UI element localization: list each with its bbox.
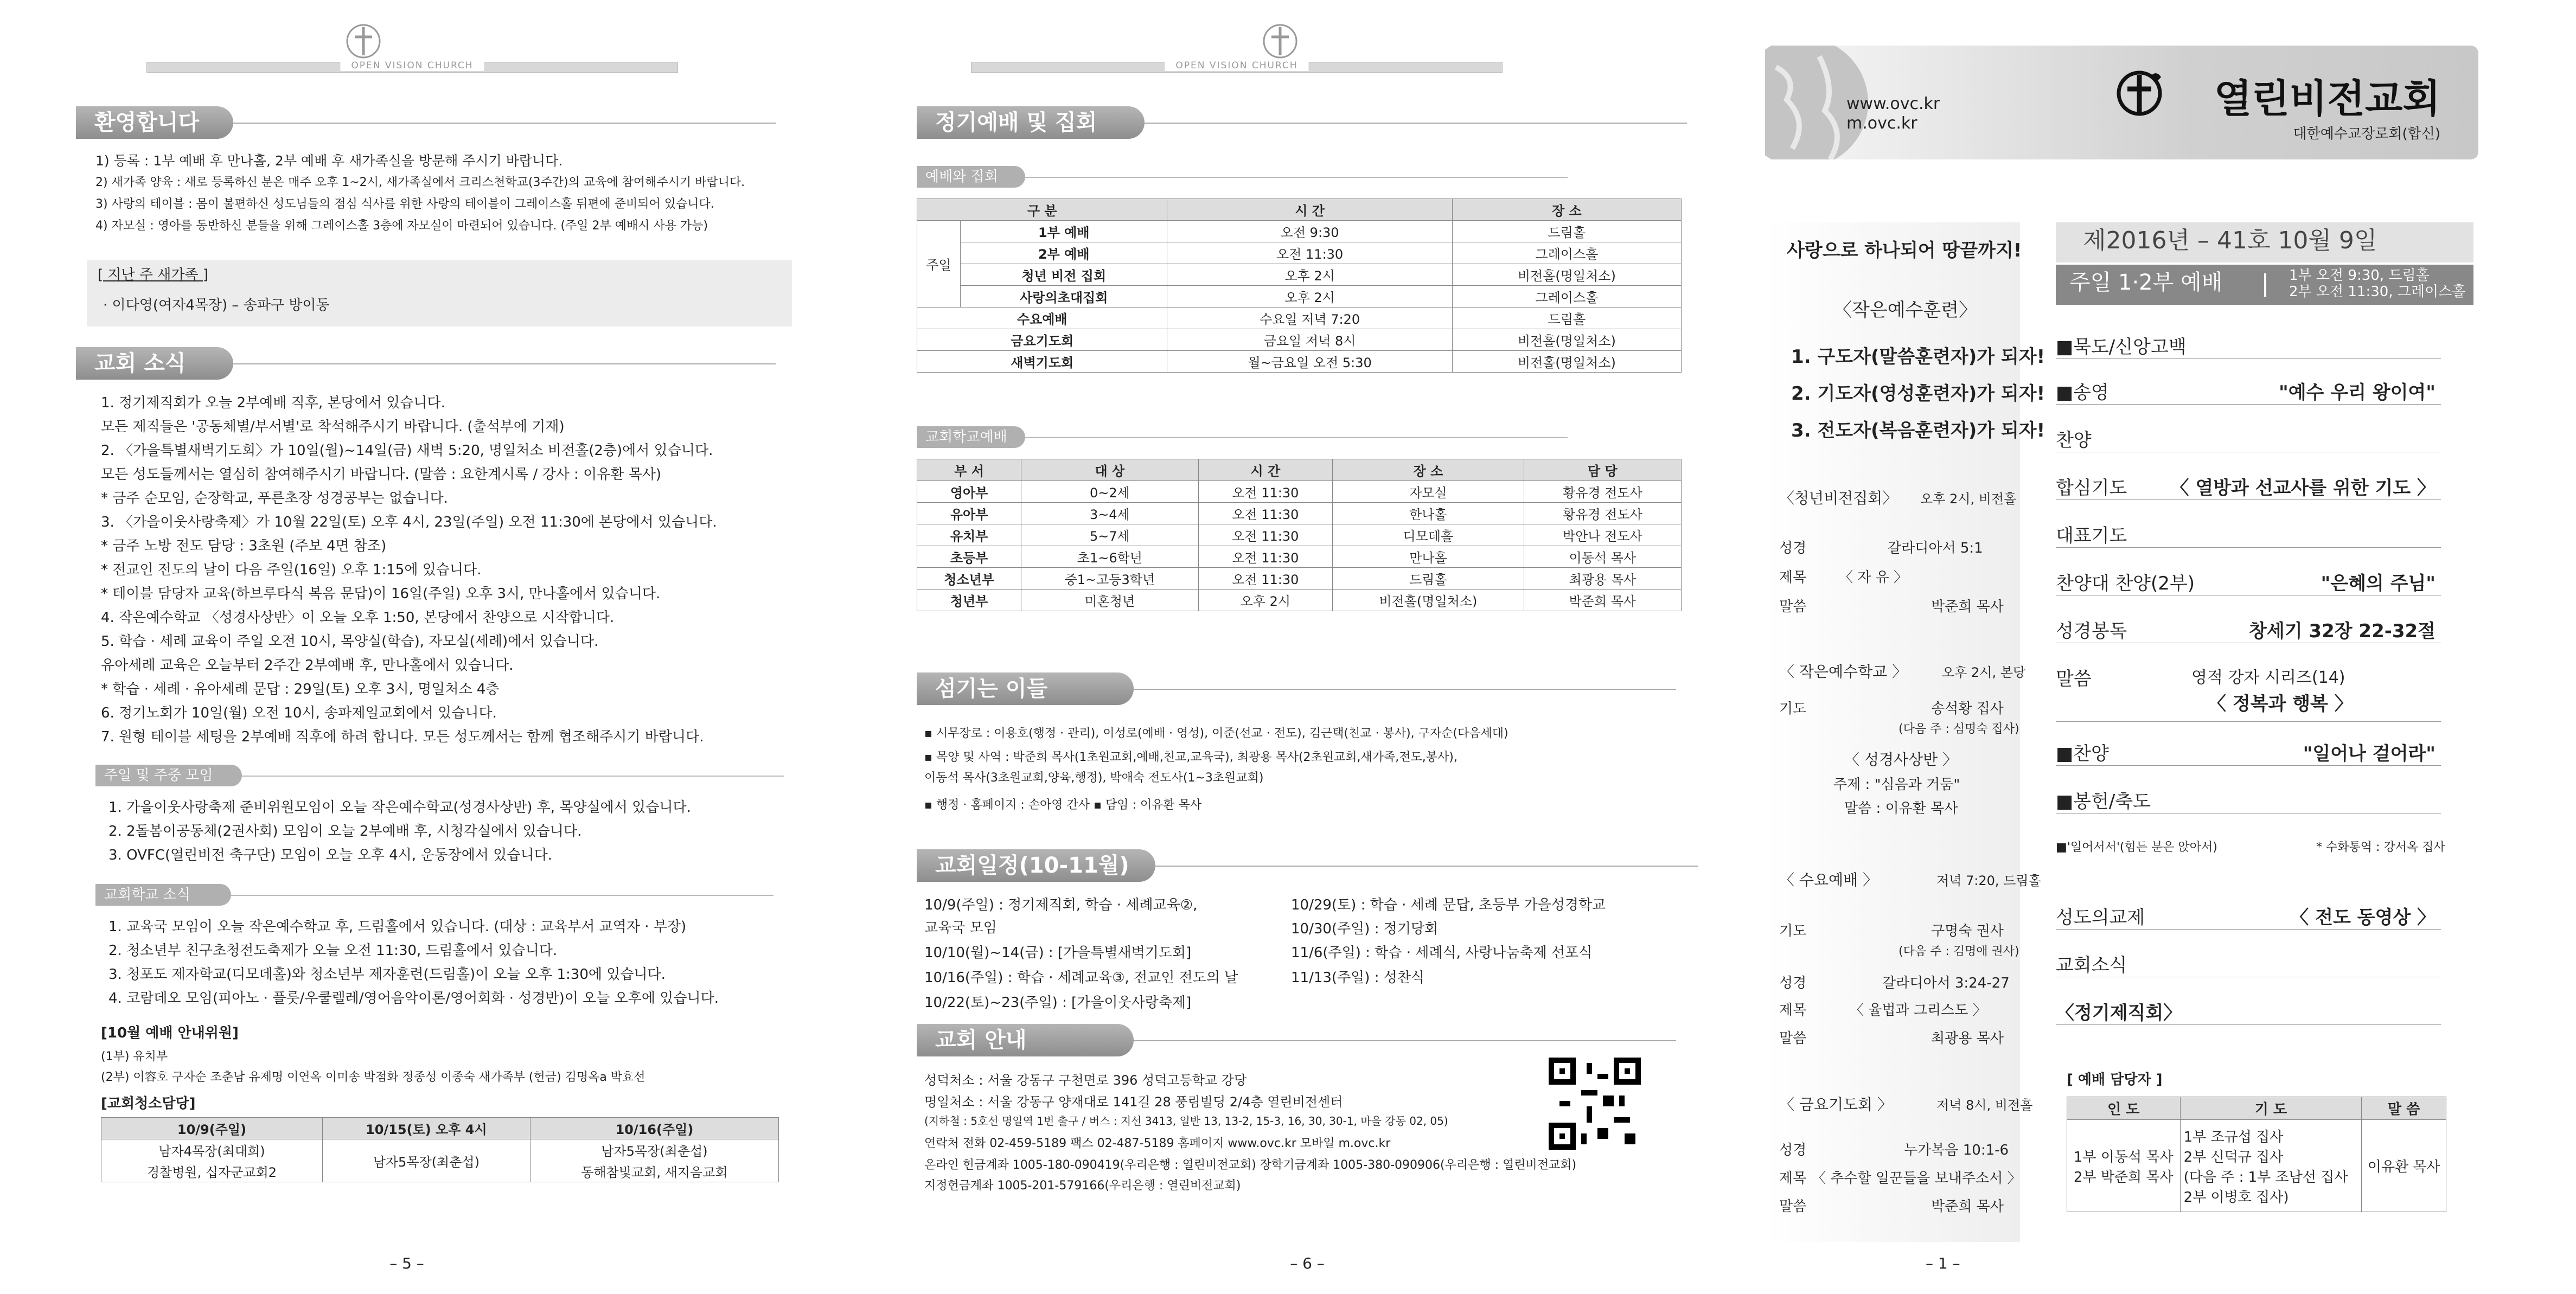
order-value: 창세기 32장 22-32절 [2249,620,2436,642]
table-cell: 동해참빛교회, 새지음교회 [530,1161,778,1182]
news-line: 2. 〈가을특별새벽기도회〉가 10일(월)~14일(금) 새벽 5:20, 명일처소 비전홀(2층)에서 있습니다. [101,443,713,459]
table-cell: 드림홀 [1452,221,1681,242]
table-cell: 1부 조규섭 집사 2부 신덕규 집사 (다음 주 : 1부 조남선 집사 2부 이병호 집사) [2180,1120,2362,1212]
news-line: 7. 원형 테이블 세팅을 2부예배 직후에 하려 합니다. 모든 성도께서는 함께 협조해주시기 바랍니다. [101,729,704,745]
info-line: 연락처 전화 02-459-5189 팩스 02-487-5189 홈페이지 www.ovc.kr 모바일 m.ovc.kr [924,1137,1391,1150]
table-cell: 최광용 목사 [1524,568,1681,590]
table-cell: 미혼청년 [1021,590,1198,611]
page-5 [0,0,814,1294]
order-row [2056,739,2441,766]
fri-time: 저녁 8시, 비전홀 [1936,1098,2033,1113]
clean-table [101,1117,779,1182]
table-header: 10/9(주일) [101,1118,323,1139]
header-bar [971,62,1503,73]
table-cell: 오후 2시 [1167,286,1452,308]
table-cell: 오전 11:30 [1198,546,1332,568]
schedule-line: 교육국 모임 [924,920,997,936]
youth-label: 〈청년비전집회〉 [1779,489,1898,507]
order-item: 찬양 [2056,425,2441,452]
order-item: 성경봉독 [2056,620,2127,642]
table-cell: 초등부 [917,546,1021,568]
school-label: 〈 작은예수학교 〉 [1779,663,1908,681]
table-header: 인 도 [2067,1097,2181,1120]
school-subtitle: 교회학교 소식 [95,884,231,906]
fri-value: 박준희 목사 [1931,1199,2004,1215]
servants-line: ▪ 행정 · 홈페이지 : 손아영 간사 ▪ 담임 : 이유환 목사 [924,798,1202,812]
wed-key: 기도 [1779,923,1807,939]
worship-table [917,198,1682,373]
schedule-line: 10/22(토)~23(주일) : [가을이웃사랑축제] [924,995,1192,1011]
table-cell: 오전 11:30 [1198,568,1332,590]
table-cell: 유아부 [917,503,1021,524]
news-line: 4. 작은예수학교 〈성경사상반〉이 오늘 오후 1:50, 본당에서 찬양으로 시작합니다. [101,610,615,626]
order-row [2056,568,2441,595]
sermon-label: 말씀 [2056,668,2092,690]
schedule-line: 11/13(주일) : 성찬식 [1291,970,1425,986]
church-name: 열린비전교회 [2214,76,2440,121]
wed-value: 갈라디아서 3:24-27 [1882,975,2010,991]
news-line: * 금주 노방 전도 담당 : 3초원 (주보 4면 참조) [101,538,387,554]
table-header: 구 분 [917,199,1167,221]
news-line: 6. 정기노회가 10일(월) 오전 10시, 송파제일교회에서 있습니다. [101,705,497,721]
table-cell: 2부 예배 [961,242,1167,264]
schedule-title: 교회일정(10-11월) [917,849,1155,882]
table-cell: 경찰병원, 십자군교회2 [101,1161,323,1182]
order-row [2056,902,2441,930]
table-header: 대 상 [1021,459,1198,481]
wed-key: 성경 [1779,975,1807,991]
news-line: 1. 정기제직회가 오늘 2부예배 직후, 본당에서 있습니다. [101,395,445,411]
news-line: 5. 학습 · 세례 교육이 주일 오전 10시, 목양실(학습), 자모실(세례)에서 있습니다. [101,633,599,650]
wed-key: 말씀 [1779,1030,1807,1047]
order-item: 찬양대 찬양(2부) [2056,573,2195,594]
table-header: 장 소 [1452,199,1681,221]
service-time-2: 2부 오전 11:30, 그레이스홀 [2289,284,2466,300]
sunday-line: 1. 가을이웃사랑축제 준비위원모임이 오늘 작은예수학교(성경사상반) 후, 목양실에서 있습니다. [108,799,691,816]
servants-title: 섬기는 이들 [917,672,1134,705]
servants-line: ▪ 시무장로 : 이용호(행정 · 관리), 이성로(예배 · 영성), 이준(선교 · 전도), 김근택(친교 · 봉사), 구자순(다음세대) [924,727,1508,740]
service-label: 주일 1·2부 예배 [2069,270,2223,295]
fri-key: 제목 [1779,1170,1807,1187]
wed-value: 최광용 목사 [1931,1030,2004,1047]
table-cell: 오전 11:30 [1198,481,1332,503]
sermon-title: 〈 정복과 행복 〉 [2208,693,2353,715]
youth-value: 갈라디아서 5:1 [1888,540,1983,556]
cover-header [1765,46,2478,159]
table-cell: 유치부 [917,524,1021,546]
table-cell: 이유환 목사 [2362,1120,2446,1212]
order-value: 〈 열방과 선교사를 위한 기도 〉 [2170,477,2436,499]
service-time-1: 1부 오전 9:30, 드림홀 [2289,267,2430,284]
table-cell: 초1~6학년 [1021,546,1198,568]
table-cell: 오전 11:30 [1198,503,1332,524]
table-cell: 0~2세 [1021,481,1198,503]
url-mobile[interactable]: m.ovc.kr [1846,114,1917,133]
news-line: * 테이블 담당자 교육(하브루타식 복음 문답)이 16일(주일) 오후 3시, 만나홀에서 있습니다. [101,586,661,602]
order-item: ■묵도/신앙고백 [2056,332,2441,359]
table-cell: 사랑의초대집회 [961,286,1167,308]
table-cell: 남자4목장(최대희) [101,1139,323,1161]
youth-time: 오후 2시, 비전홀 [1920,491,2017,507]
info-line: 온라인 헌금계좌 1005-180-090419(우리은행 : 열린비전교회) 장학기금계좌 1005-380-090906(우리은행 : 열린비전교회) [924,1158,1577,1172]
news-line: * 금주 순모임, 순장학교, 푸른초장 성경공부는 없습니다. [101,490,448,507]
issue: 제2016년 – 41호 10월 9일 [2083,227,2377,254]
table-header: 부 서 [917,459,1021,481]
youth-value: 박준희 목사 [1931,599,2004,615]
table-cell: 금요기도회 [917,329,1167,351]
youth-value: 〈 자 유 〉 [1839,569,1908,586]
fri-label: 〈 금요기도회 〉 [1779,1096,1893,1113]
school-line: 1. 교육국 모임이 오늘 작은예수학교 후, 드림홀에서 있습니다. (대상 : 교육부서 교역자 · 부장) [108,919,687,935]
duty-table [2067,1097,2446,1212]
fri-value: 〈 추수할 일꾼들을 보내주소서 〉 [1812,1170,2022,1187]
welcome-3: 3) 사랑의 테이블 : 몸이 불편하신 성도님들의 점심 식사를 위한 사랑의 테이블이 그레이스홀 뒤편에 준비되어 있습니다. [95,197,714,211]
table-cell: 금요일 저녁 8시 [1167,329,1452,351]
info-title: 교회 안내 [917,1024,1134,1056]
table-cell: 오전 11:30 [1167,242,1452,264]
wed-next: (다음 주 : 김명애 권사) [1899,945,2019,958]
order-item: 교회소식 [2056,950,2441,977]
worship-title: 정기예배 및 집회 [917,106,1145,139]
table-cell: 청년부 [917,590,1021,611]
table-header: 10/16(주일) [530,1118,778,1139]
divider [2056,721,2441,722]
table-cell: 황유경 전도사 [1524,481,1681,503]
table-cell: 디모데홀 [1333,524,1524,546]
schedule-line: 10/10(월)~14(금) : [가을특별새벽기도회] [924,945,1192,961]
school-subtitle: 교회학교예배 [917,426,1025,448]
table-cell: 오후 2시 [1198,590,1332,611]
school-line: 4. 코람데오 모임(피아노 · 플룻/우쿨렐레/영어음악이론/영어회화 · 성경반)이 오늘 오후에 있습니다. [108,990,719,1007]
table-cell: 그레이스홀 [1452,242,1681,264]
small-jesus-item: 3. 전도자(복음훈련자)가 되자! [1791,420,2046,441]
welcome-title: 환영합니다 [76,106,233,139]
sign-note: * 수화통역 : 강서옥 집사 [2316,841,2445,854]
youth-key: 제목 [1779,569,1807,586]
table-cell: 새벽기도회 [917,351,1167,373]
schedule-line: 10/29(토) : 학습 · 세례 문답, 초등부 가을성경학교 [1291,897,1606,913]
news-line: * 전교인 전도의 날이 다음 주일(16일) 오후 1:15에 있습니다. [101,562,482,578]
table-cell: 수요일 저녁 7:20 [1167,308,1452,329]
table-header: 10/15(토) 오후 4시 [322,1118,530,1139]
table-cell: 한나홀 [1333,503,1524,524]
news-line: 3. 〈가을이웃사랑축제〉가 10월 22일(토) 오후 4시, 23일(주일) 오전 11:30에 본당에서 있습니다. [101,514,717,530]
sunday-line: 3. OVFC(열린비전 축구단) 모임이 오늘 오후 4시, 운동장에서 있습니다. [108,847,552,863]
wed-value: 구명숙 권사 [1931,923,2004,939]
table-header: 담 당 [1524,459,1681,481]
info-line: (지하철 : 5호선 명일역 1번 출구 / 버스 : 지선 3413, 일반 13, 13-2, 15-3, 16, 30, 30-1, 마을 강동 02, 05) [924,1114,1448,1128]
table-cell: 오후 2시 [1167,264,1452,286]
church-emblem-icon [2112,65,2166,119]
service-divider [2264,273,2266,297]
church-logo-icon [342,20,385,61]
table-cell: 오전 9:30 [1167,221,1452,242]
table-cell: 자모실 [1333,481,1524,503]
news-line: 유아세례 교육은 오늘부터 2주간 2부예배 후, 만나홀에서 있습니다. [101,657,514,674]
youth-key: 성경 [1779,540,1807,556]
welcome-1: 1) 등록 : 1부 예배 후 만나홀, 2부 예배 후 새가족실을 방문해 주시기 바랍니다. [95,153,563,169]
news-line: 모든 제직들은 '공동체별/부서별'로 착석해주시기 바랍니다. (출석부에 기재) [101,419,565,435]
page-1 [1752,0,2576,1294]
schedule-line: 10/30(주일) : 정기당회 [1291,921,1439,937]
school-table [917,459,1682,611]
table-cell: 5~7세 [1021,524,1198,546]
news-line: 모든 성도들께서는 열심히 참여해주시기 바랍니다. (말씀 : 요한계시록 / 강사 : 이유환 목사) [101,466,662,483]
table-cell: 드림홀 [1333,568,1524,590]
motto: 사랑으로 하나되어 땅끝까지! [1787,240,2022,261]
table-cell: 황유경 전도사 [1524,503,1681,524]
schedule-line: 10/16(주일) : 학습 · 세례교육③, 전교인 전도의 날 [924,970,1238,986]
table-cell: 영아부 [917,481,1021,503]
order-item: 성도의교제 [2056,907,2145,928]
school-key: 기도 [1779,701,1807,717]
school-theme: 주제 : "심음과 거둠" [1833,777,1960,793]
order-item: ■송영 [2056,382,2109,403]
wed-time: 저녁 7:20, 드림홀 [1936,873,2041,888]
welcome-2: 2) 새가족 양육 : 새로 등록하신 분은 매주 오후 1~2시, 새가족실에서 크리스천학교(3주간)의 교육에 참여해주시기 바랍니다. [95,176,745,189]
order-item: 대표기도 [2056,521,2441,548]
table-header: 시 간 [1167,199,1452,221]
table-cell: 만나홀 [1333,546,1524,568]
order-item: ■찬양 [2056,743,2109,765]
school-speaker: 말씀 : 이유환 목사 [1844,800,1958,817]
news-line: * 학습 · 세례 · 유아세례 문답 : 29일(토) 오후 3시, 명일처소 4층 [101,681,500,697]
servants-line: ▪ 목양 및 사역 : 박준희 목사(1초원교회,예배,친교,교육국), 최광용 목사(2초원교회,새가족,전도,봉사), [924,751,1458,764]
order-value: "일어나 걸어라" [2303,743,2436,765]
small-jesus-item: 1. 구도자(말씀훈련자)가 되자! [1791,346,2046,368]
order-item: ■봉헌/축도 [2056,786,2441,813]
table-cell: 월~금요일 오전 5:30 [1167,351,1452,373]
small-jesus-title: 〈작은예수훈련〉 [1833,299,1978,321]
table-cell: 주일 [917,221,961,308]
brand-text: OPEN VISION CHURCH [340,60,484,71]
url-www[interactable]: www.ovc.kr [1846,94,1940,113]
fri-value: 누가복음 10:1-6 [1904,1142,2009,1158]
fri-key: 말씀 [1779,1199,1807,1215]
rise-note: ■'일어서서'(힘든 분은 앉아서) [2056,841,2217,854]
table-cell: 남자5목장(최춘섭) [530,1139,778,1161]
order-item: 합심기도 [2056,477,2127,499]
info-line: 명일처소 : 서울 강동구 양재대로 141길 28 풍림빌딩 2/4층 열린비전센터 [924,1094,1343,1110]
youth-key: 말씀 [1779,599,1807,615]
guide-1: (1부) 유치부 [101,1050,168,1064]
order-value: "예수 우리 왕이여" [2278,382,2436,403]
wed-key: 제목 [1779,1002,1807,1018]
page-6 [900,0,1714,1294]
order-item: 〈정기제직회〉 [2056,998,2441,1025]
guide-2: (2부) 이容호 구자순 조춘남 유제명 이연옥 이미송 박점화 정종성 이종숙 새가족부 (헌금) 김명옥a 박효선 [101,1071,645,1084]
order-row [2056,377,2441,405]
school-line: 2. 청소년부 친구초청전도축제가 오늘 오전 11:30, 드림홀에서 있습니다. [108,943,558,959]
order-value: "은혜의 주님" [2321,573,2436,594]
table-header: 장 소 [1333,459,1524,481]
table-cell: 비전홀(명일처소) [1333,590,1524,611]
wed-value: 〈 율법과 그리스도 〉 [1850,1002,1987,1018]
school-line: 3. 청포도 제자학교(디모데홀)와 청소년부 제자훈련(드림홀)이 오늘 오후 1:30에 있습니다. [108,966,666,983]
wed-label: 〈 수요예배 〉 [1779,871,1878,889]
table-cell: 남자5목장(최춘섭) [322,1139,530,1182]
table-cell: 드림홀 [1452,308,1681,329]
table-header: 기 도 [2180,1097,2362,1120]
page-number: – 5 – [389,1254,424,1272]
table-cell: 청소년부 [917,568,1021,590]
table-cell: 수요예배 [917,308,1167,329]
schedule-line: 11/6(주일) : 학습 · 세례식, 사랑나눔축제 선포식 [1291,945,1593,961]
news-title: 교회 소식 [76,347,233,380]
sunday-subtitle: 주일 및 주중 모임 [95,765,242,786]
last-week-item: · 이다영(여자4목장) – 송파구 방이동 [103,297,330,313]
qr-code-icon [1549,1058,1641,1150]
page-number: – 1 – [1926,1254,1960,1272]
table-cell: 1부 예배 [961,221,1167,242]
school-next: (다음 주 : 심명숙 집사) [1899,722,2019,736]
header-bar [146,62,678,73]
table-cell: 3~4세 [1021,503,1198,524]
denomination: 대한예수교장로회(합신) [2293,126,2440,142]
table-cell: 오전 11:30 [1198,524,1332,546]
sunday-line: 2. 2돌봄이공동체(2권사회) 모임이 오늘 2부예배 후, 시청각실에서 있습니다. [108,823,582,840]
info-line: 성덕처소 : 서울 강동구 구천면로 396 성덕고등학교 강당 [924,1073,1247,1088]
table-cell: 비전홀(명일처소) [1452,264,1681,286]
table-cell: 박안나 전도사 [1524,524,1681,546]
clean-title: [교회청소담당] [101,1096,196,1112]
duty-title: [ 예배 담당자 ] [2067,1072,2163,1088]
worship-subtitle: 예배와 집회 [917,166,1025,188]
order-value: 〈 전도 동영상 〉 [2290,907,2436,928]
order-row [2056,473,2441,500]
table-cell: 청년 비전 집회 [961,264,1167,286]
servants-line: 이동석 목사(3초원교회,양육,행정), 박애숙 전도사(1~3초원교회) [924,771,1264,785]
table-header: 말 씀 [2362,1097,2446,1120]
order-row [2056,616,2441,643]
table-cell: 박준희 목사 [1524,590,1681,611]
table-cell: 비전홀(명일처소) [1452,329,1681,351]
church-logo-icon [1258,20,1302,61]
school-time: 오후 2시, 본당 [1942,665,2026,680]
table-cell: 1부 이동석 목사 2부 박준희 목사 [2067,1120,2181,1212]
school-value: 송석황 집사 [1931,701,2004,717]
school-course: 〈 성경사상반 〉 [1844,751,1958,768]
table-cell: 그레이스홀 [1452,286,1681,308]
welcome-4: 4) 자모실 : 영아를 동반하신 분들을 위해 그레이스홀 3층에 자모실이 마련되어 있습니다. (주일 2부 예배시 사용 가능) [95,219,708,233]
brand-text: OPEN VISION CHURCH [1165,60,1308,71]
small-jesus-item: 2. 기도자(영성훈련자)가 되자! [1791,383,2046,405]
info-line: 지정헌금계좌 1005-201-579166(우리은행 : 열린비전교회) [924,1179,1241,1193]
table-cell: 중1~고등3학년 [1021,568,1198,590]
schedule-line: 10/9(주일) : 정기제직회, 학습 · 세례교육②, [924,897,1198,913]
fri-key: 성경 [1779,1142,1807,1158]
table-cell: 비전홀(명일처소) [1452,351,1681,373]
table-header: 시 간 [1198,459,1332,481]
sermon-series: 영적 강자 시리즈(14) [2191,668,2345,687]
last-week-title: [ 지난 주 새가족 ] [98,267,209,283]
guide-title: [10월 예배 안내위원] [101,1025,239,1041]
page-number: – 6 – [1290,1254,1325,1272]
table-cell: 이동석 목사 [1524,546,1681,568]
